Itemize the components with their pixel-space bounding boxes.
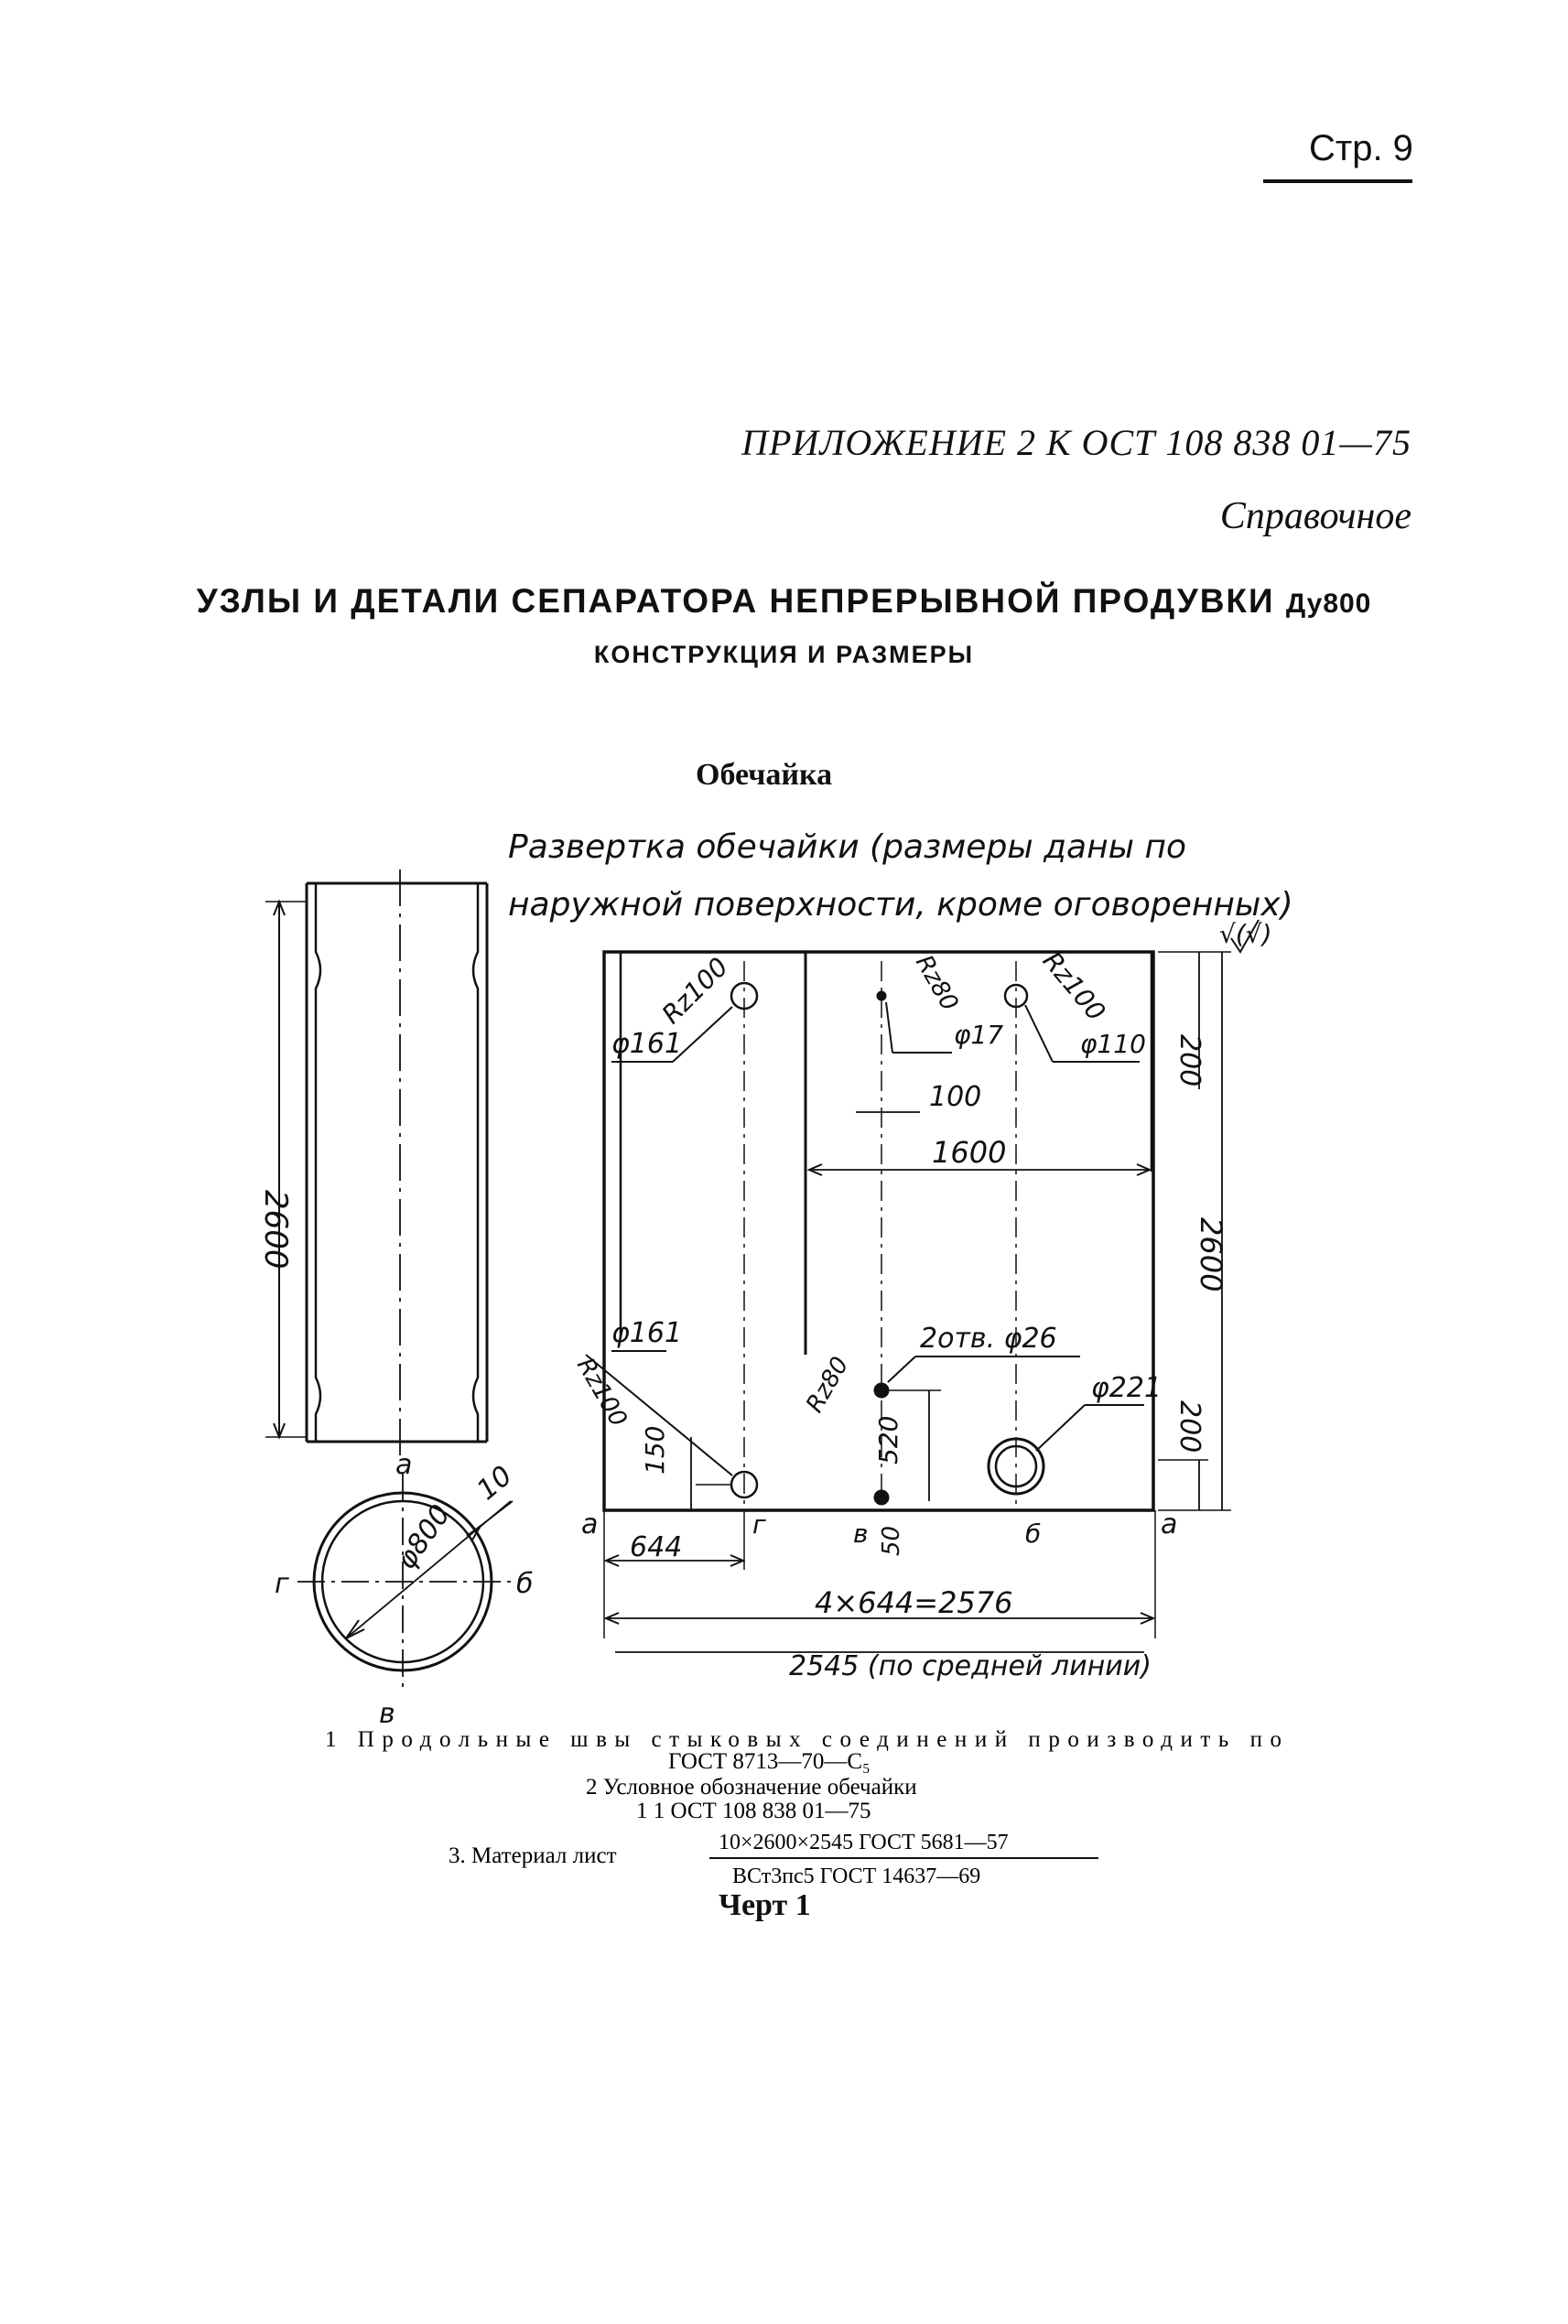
dim-2600: 2600 xyxy=(1194,1217,1228,1292)
hole-br-dia: φ221 xyxy=(1091,1372,1162,1404)
part-title: Обечайка xyxy=(696,758,833,792)
page-number: Стр. 9 xyxy=(1309,128,1413,168)
section-view xyxy=(297,1474,513,1693)
note-3-denominator: ВСт3пс5 ГОСТ 14637—69 xyxy=(732,1865,981,1888)
note-1-line-2: ГОСТ 8713—70—С₅ xyxy=(668,1749,871,1774)
note-3-numerator: 10×2600×2545 ГОСТ 5681—57 xyxy=(719,1831,1009,1854)
section-point-right: б xyxy=(516,1568,534,1600)
pt-a-right: а xyxy=(1161,1508,1178,1540)
reference-label: Справочное xyxy=(1219,495,1411,537)
dim-200-top: 200 xyxy=(1173,1034,1206,1087)
pt-g: г xyxy=(752,1509,766,1540)
hole-small-rz: Rz80 xyxy=(909,950,964,1016)
development-caption-line2: наружной поверхности, кроме оговоренных) xyxy=(508,886,1293,924)
document-title-main: УЗЛЫ И ДЕТАЛИ СЕПАРАТОРА НЕПРЕРЫВНОЙ ПРОДУВКИ xyxy=(196,582,1275,620)
holes-2-rz: Rz80 xyxy=(801,1352,855,1418)
dim-644: 644 xyxy=(630,1531,683,1563)
note-1-line-1: 1 Продольные швы стыковых соединений производить по xyxy=(325,1727,1281,1752)
dim-mid: 2545 (по средней линии) xyxy=(789,1650,1152,1682)
document-title-suffix: Ду800 xyxy=(1285,589,1372,619)
side-view xyxy=(265,870,487,1455)
hole-bl-dia: φ161 xyxy=(611,1317,683,1349)
section-point-bottom: в xyxy=(379,1698,395,1730)
section-point-left: г xyxy=(275,1568,289,1600)
holes-2-label: 2отв. φ26 xyxy=(920,1323,1057,1355)
document-subtitle: КОНСТРУКЦИЯ И РАЗМЕРЫ xyxy=(593,641,975,668)
hole-tl-rz: Rz100 xyxy=(655,951,734,1030)
note-2-line-2: 1 1 ОСТ 108 838 01—75 xyxy=(636,1799,871,1823)
dim-520: 520 xyxy=(873,1415,903,1465)
note-2-line-1: 2 Условное обозначение обечайки xyxy=(586,1775,917,1800)
section-wall-label: 10 xyxy=(470,1459,519,1508)
pt-a-left: а xyxy=(581,1508,599,1540)
dim-1600: 1600 xyxy=(932,1135,1007,1170)
pt-v: в xyxy=(853,1519,869,1549)
dim-100: 100 xyxy=(929,1081,982,1113)
hole-small-dia: φ17 xyxy=(954,1020,1004,1050)
hole-tl-dia: φ161 xyxy=(611,1028,683,1060)
development-caption-line1: Развертка обечайки (размеры даны по xyxy=(508,828,1187,866)
dim-50: 50 xyxy=(878,1525,905,1556)
pt-b: б xyxy=(1025,1519,1042,1549)
side-view-height-label: 2600 xyxy=(257,1190,294,1270)
roughness-mark: √(√) xyxy=(1219,919,1272,949)
appendix-heading: ПРИЛОЖЕНИЕ 2 К ОСТ 108 838 01—75 xyxy=(741,422,1411,463)
figure-label: Черт 1 xyxy=(719,1888,811,1922)
hole-tr-rz: Rz100 xyxy=(1036,946,1112,1027)
note-3-label: 3. Материал лист xyxy=(449,1843,617,1868)
section-diameter-label: φ800 xyxy=(390,1498,458,1575)
dim-200-bottom: 200 xyxy=(1173,1400,1206,1454)
section-point-top: а xyxy=(395,1449,413,1481)
hole-tr-dia: φ110 xyxy=(1080,1029,1146,1059)
dim-total: 4×644=2576 xyxy=(815,1585,1013,1620)
dim-150: 150 xyxy=(640,1425,670,1475)
hole-bl-rz: Rz100 xyxy=(570,1353,633,1432)
